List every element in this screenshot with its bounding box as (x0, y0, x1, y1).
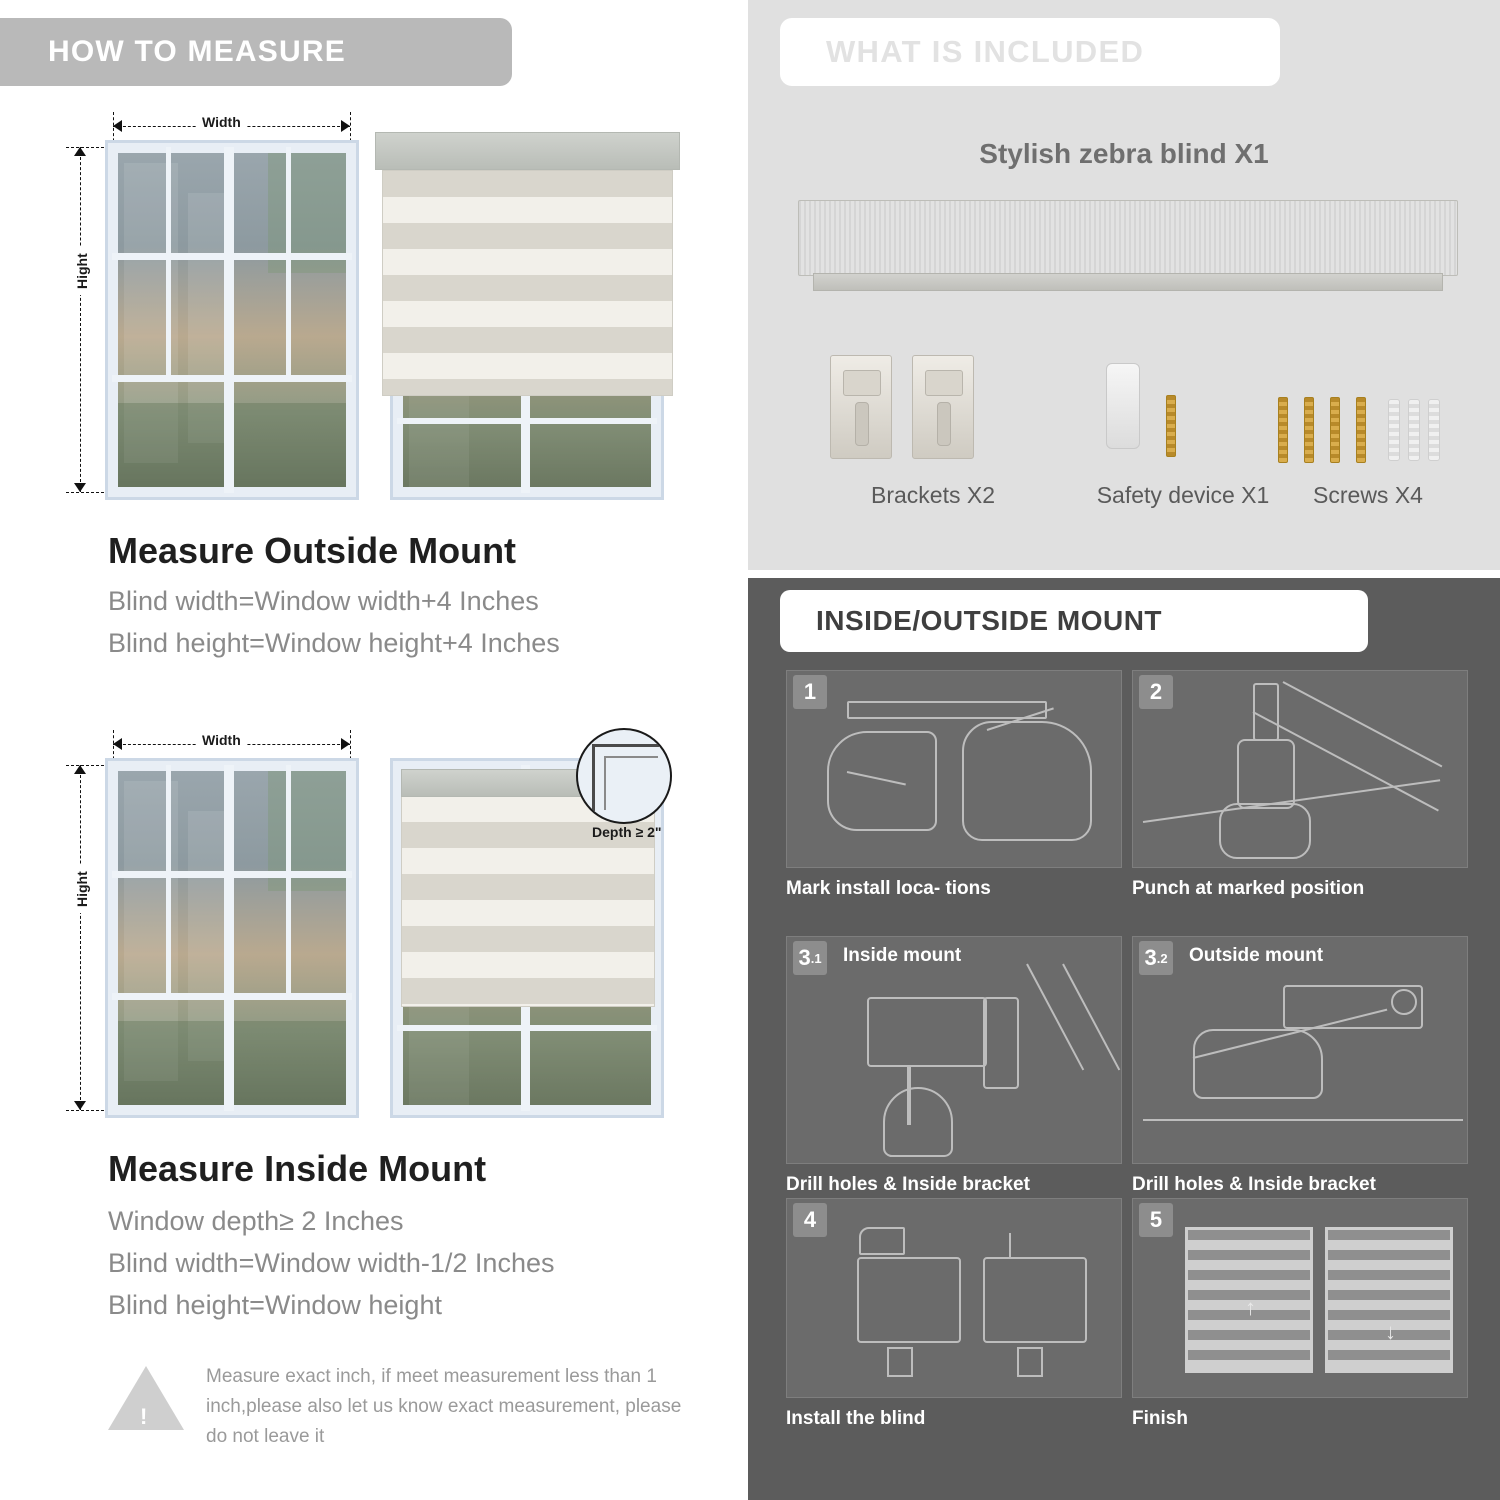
how-to-measure-title: HOW TO MEASURE (48, 35, 346, 68)
step-5-number: 5 (1139, 1203, 1173, 1237)
arrow-head (113, 738, 122, 750)
step-5-caption: Finish (1132, 1408, 1188, 1429)
window-mullion (112, 253, 352, 260)
inside-outside-mount-title: INSIDE/OUTSIDE MOUNT (816, 605, 1163, 636)
height-dim-line (80, 147, 81, 492)
step-3-1-caption: Drill holes & Inside bracket (786, 1174, 1030, 1195)
screws-part (1268, 355, 1488, 475)
step-3-2-illustration (1132, 936, 1468, 1164)
inside-height-label: Hight (74, 865, 90, 913)
what-is-included-panel (748, 0, 1500, 570)
screw-icon (1356, 397, 1366, 463)
window-mullion (112, 375, 352, 382)
window-mullion (286, 765, 291, 871)
outside-width-label: Width (196, 114, 247, 130)
what-is-included-badge (780, 18, 1280, 86)
window-mullion (397, 418, 657, 424)
arrow-head (341, 738, 350, 750)
window-mullion (166, 147, 171, 253)
blind-fabric (382, 170, 673, 396)
arrow-up-icon: ↑ (1245, 1295, 1256, 1320)
window-mullion (286, 260, 291, 375)
window-mullion (166, 765, 171, 871)
arrow-head (341, 120, 350, 132)
step-1-caption: Mark install loca- tions (786, 878, 991, 899)
step-5-illustration (1132, 1198, 1468, 1398)
outside-mount-heading: Measure Outside Mount (108, 530, 517, 571)
window-mullion (224, 765, 234, 1111)
step-3-1-number: 3 .1 (793, 941, 827, 975)
inside-width-label: Width (196, 732, 247, 748)
brackets-part (808, 355, 1058, 475)
wall-anchor-icon (1408, 399, 1420, 461)
blind-product-image (798, 200, 1458, 276)
inside-mount-line-1: Window depth≥ 2 Inches (108, 1206, 404, 1236)
step-3-2-caption: Drill holes & Inside bracket (1132, 1174, 1376, 1195)
arrow-head (113, 120, 122, 132)
arrow-down-icon: ↓ (1385, 1319, 1396, 1344)
exclamation-icon: ! (140, 1404, 148, 1429)
outside-mount-figure (0, 0, 740, 520)
safety-device-icon (1106, 363, 1140, 449)
wall-anchor-icon (1388, 399, 1400, 461)
inside-mount-heading: Measure Inside Mount (108, 1148, 487, 1189)
step-4-caption: Install the blind (786, 1408, 926, 1429)
depth-label: Depth ≥ 2" (592, 824, 662, 840)
arrow-head (74, 765, 86, 774)
inside-outside-mount-panel (748, 578, 1500, 1500)
inside-outside-mount-badge (780, 590, 1368, 652)
how-to-measure-panel (0, 0, 740, 1500)
step-1-number: 1 (793, 675, 827, 709)
blind-open-icon (1325, 1227, 1453, 1373)
inside-mount-line-3: Blind height=Window height (108, 1290, 442, 1320)
window-mullion (112, 993, 352, 1000)
window-mullion (286, 878, 291, 993)
screw-icon (1304, 397, 1314, 463)
window-mullion (112, 871, 352, 878)
warning-text: Measure exact inch, if meet measurement less than 1 inch,please also let us know exact measurement, please do not leave it (206, 1366, 682, 1447)
step-3-1-inner-label: Inside mount (843, 945, 962, 966)
screw-icon (1166, 395, 1176, 457)
brackets-caption: Brackets X2 (871, 482, 995, 508)
outside-height-label: Hight (74, 247, 90, 295)
safety-device-caption: Safety device X1 (1096, 482, 1270, 508)
arrow-head (74, 483, 86, 492)
window-mullion (397, 1025, 657, 1031)
arrow-head (74, 147, 86, 156)
step-2-number: 2 (1139, 675, 1173, 709)
screws-caption: Screws X4 (1313, 482, 1423, 508)
screw-icon (1278, 397, 1288, 463)
outside-mount-line-1: Blind width=Window width+4 Inches (108, 586, 539, 616)
inside-mount-figure (0, 618, 740, 1138)
window-illustration (105, 140, 359, 500)
bracket-icon (912, 355, 974, 459)
screw-icon (1330, 397, 1340, 463)
step-1-illustration (786, 670, 1122, 868)
step-3-2-inner-label: Outside mount (1189, 945, 1324, 966)
height-dim-line (80, 765, 81, 1110)
step-3-2-number: 3 .2 (1139, 941, 1173, 975)
window-mullion (166, 260, 171, 375)
bracket-icon (830, 355, 892, 459)
step-4-illustration (786, 1198, 1122, 1398)
inside-mount-line-2: Blind width=Window width-1/2 Inches (108, 1248, 555, 1278)
step-4-number: 4 (793, 1203, 827, 1237)
window-illustration (105, 758, 359, 1118)
product-title: Stylish zebra blind X1 (979, 138, 1269, 169)
window-mullion (286, 147, 291, 253)
step-3-1-illustration (786, 936, 1122, 1164)
step-2-illustration (1132, 670, 1468, 868)
window-mullion (224, 147, 234, 493)
arrow-head (74, 1101, 86, 1110)
blind-headrail (375, 132, 680, 170)
outside-mount-line-2: Blind height=Window height+4 Inches (108, 628, 560, 658)
depth-detail-circle (576, 728, 672, 824)
step-2-caption: Punch at marked position (1132, 878, 1365, 899)
wall-anchor-icon (1428, 399, 1440, 461)
what-is-included-title: WHAT IS INCLUDED (826, 34, 1145, 69)
window-mullion (166, 878, 171, 993)
